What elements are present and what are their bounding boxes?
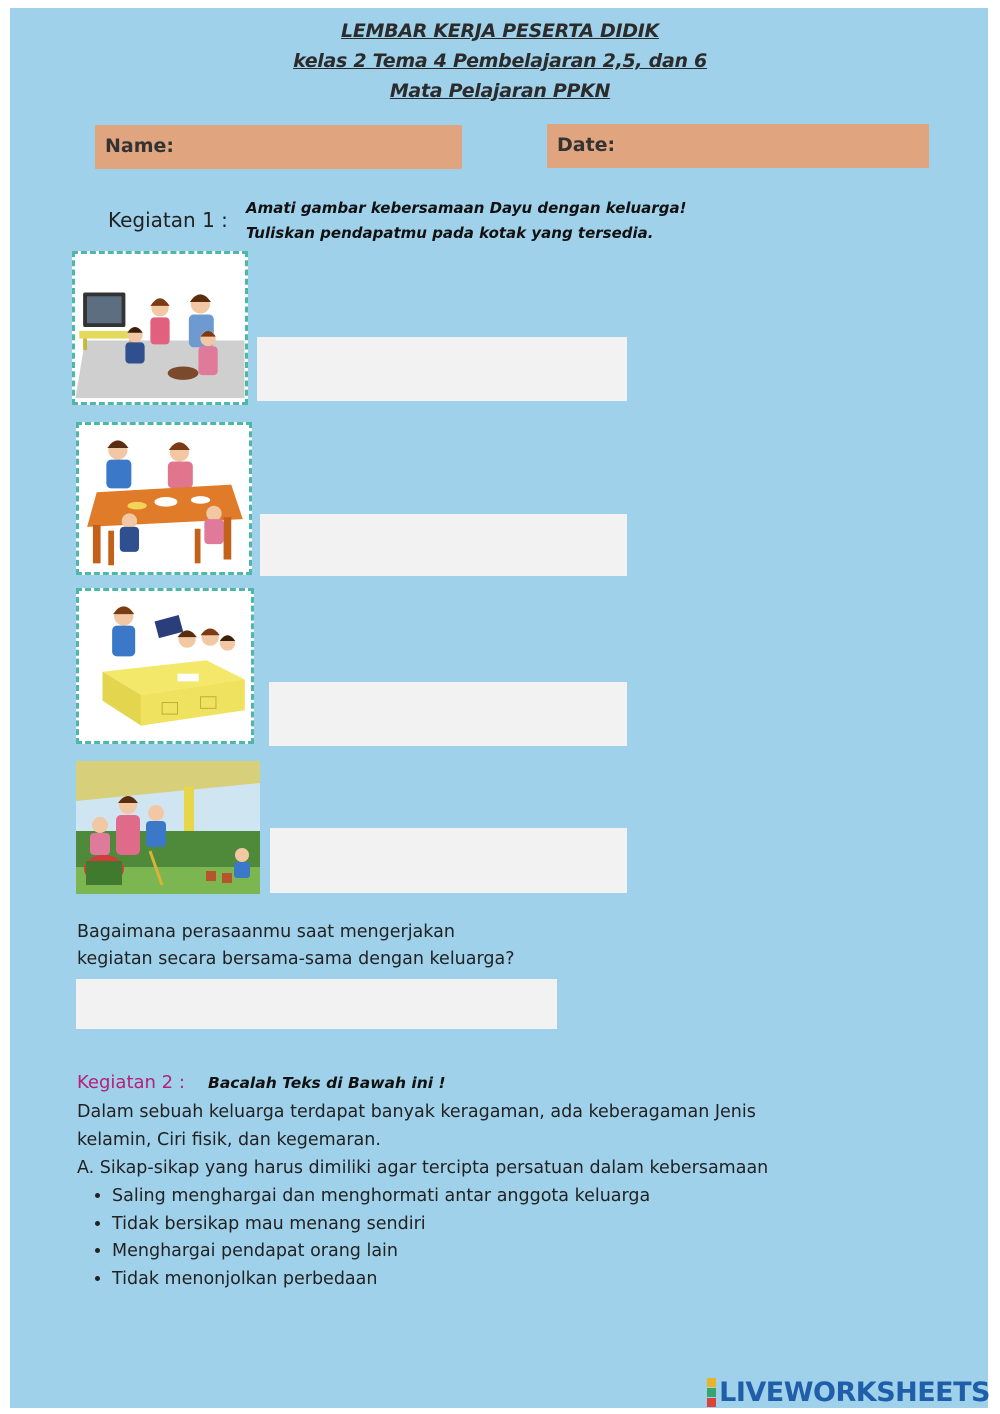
point-a: A. Sikap-sikap yang harus dimiliki agar tercipta persatuan dalam kebersamaan — [77, 1158, 769, 1178]
date-label: Date: — [557, 134, 616, 156]
answer-box-2[interactable] — [260, 514, 627, 576]
name-label: Name: — [105, 135, 175, 157]
kegiatan-2-label: Kegiatan 2 : — [77, 1072, 185, 1093]
list-item: • Tidak menonjolkan perbedaan — [112, 1266, 650, 1294]
list-item: • Menghargai pendapat orang lain — [112, 1238, 650, 1266]
logo-blocks-icon — [707, 1378, 716, 1407]
list-item: • Tidak bersikap mau menang sendiri — [112, 1211, 650, 1239]
date-field[interactable] — [547, 124, 929, 168]
kegiatan-1-instruction-1: Amati gambar kebersamaan Dayu dengan keluarga! — [246, 199, 687, 217]
logo-text: LIVEWORKSHEETS — [719, 1377, 990, 1408]
question-line-1: Bagaimana perasaanmu saat mengerjakan — [77, 922, 455, 942]
title-line-1: LEMBAR KERJA PESERTA DIDIK — [341, 20, 659, 42]
answer-box-4[interactable] — [270, 828, 627, 893]
attitude-list — [90, 1183, 650, 1293]
kegiatan-1-label: Kegiatan 1 : — [108, 208, 228, 232]
paragraph-line-2: kelamin, Ciri fisik, dan kegemaran. — [77, 1130, 381, 1150]
question-line-2: kegiatan secara bersama-sama dengan keluarga? — [77, 949, 515, 969]
paragraph-line-1: Dalam sebuah keluarga terdapat banyak keragaman, ada keberagaman Jenis — [77, 1102, 756, 1122]
name-field[interactable] — [95, 125, 462, 169]
family-study-picture — [76, 588, 254, 744]
answer-box-1[interactable] — [257, 337, 627, 401]
family-watching-tv-picture — [72, 251, 248, 405]
answer-box-3[interactable] — [269, 682, 627, 746]
title-line-2: kelas 2 Tema 4 Pembelajaran 2,5, dan 6 — [293, 50, 707, 72]
kegiatan-1-instruction-2: Tuliskan pendapatmu pada kotak yang tersedia. — [246, 224, 654, 242]
family-gardening-picture — [76, 761, 260, 894]
feeling-answer-box[interactable] — [76, 979, 557, 1029]
liveworksheets-logo — [707, 1377, 990, 1408]
list-item: • Saling menghargai dan menghormati antar anggota keluarga — [112, 1183, 650, 1211]
family-dinner-picture — [76, 422, 252, 575]
kegiatan-2-instruction: Bacalah Teks di Bawah ini ! — [208, 1074, 446, 1092]
title-line-3: Mata Pelajaran PPKN — [389, 80, 611, 102]
